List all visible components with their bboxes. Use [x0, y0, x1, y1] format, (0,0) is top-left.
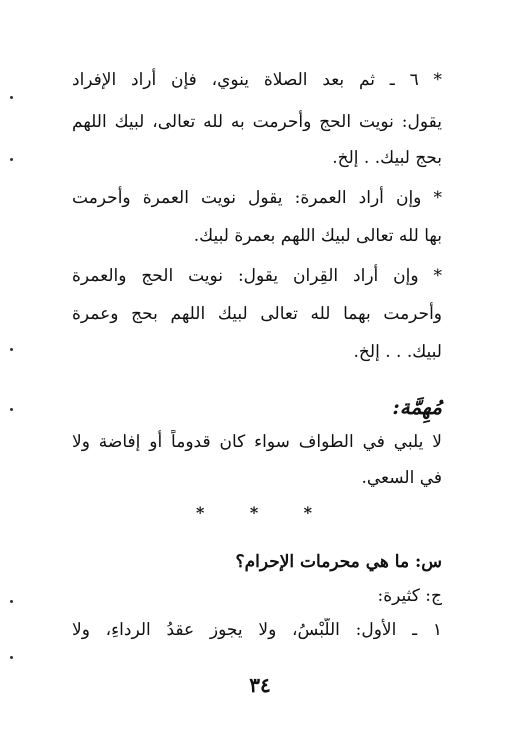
margin-mark — [10, 408, 13, 411]
question-line: س: ما هي محرمات الإحرام؟ — [235, 552, 442, 572]
section-heading: مُهِمَّة: — [392, 395, 442, 419]
margin-mark — [10, 158, 13, 161]
text-line: * ٦ ـ ثم بعد الصلاة ينوي، فإن أراد الإفراد — [72, 70, 442, 90]
separator-star: * — [303, 503, 312, 522]
text-line: * وإن أراد العمرة: يقول نويت العمرة وأحرمت — [72, 188, 442, 208]
section-separator — [196, 503, 312, 522]
text-line: * وإن أراد القِران يقول: نويت الحج والعمرة — [72, 266, 442, 286]
margin-mark — [10, 600, 13, 603]
text-line: بها لله تعالى لبيك اللهم بعمرة لبيك. — [193, 226, 442, 246]
answer-line: ج: كثيرة: — [377, 586, 442, 606]
text-line: يقول: نويت الحج وأحرمت به لله تعالى، لبيك اللهم — [72, 112, 442, 132]
separator-star: * — [196, 503, 205, 522]
margin-mark — [10, 348, 13, 351]
separator-star: * — [249, 503, 259, 522]
margin-mark — [10, 96, 13, 99]
text-line: ١ ـ الأول: اللُّبْسُ، ولا يجوز عقدُ الرداءِ، ولا — [72, 620, 442, 640]
text-line: لا يلبي في الطواف سواء كان قدوماً أو إفاضة ولا — [72, 432, 442, 452]
page-number: ٣٤ — [249, 673, 271, 697]
text-line: بحج لبيك. . إلخ. — [332, 148, 442, 168]
text-line: وأحرمت بهما لله تعالى لبيك اللهم بحج وعمرة — [72, 304, 442, 324]
text-line: في السعي. — [361, 468, 442, 488]
text-line: لبيك. . . إلخ. — [353, 342, 442, 362]
margin-mark — [10, 656, 13, 659]
